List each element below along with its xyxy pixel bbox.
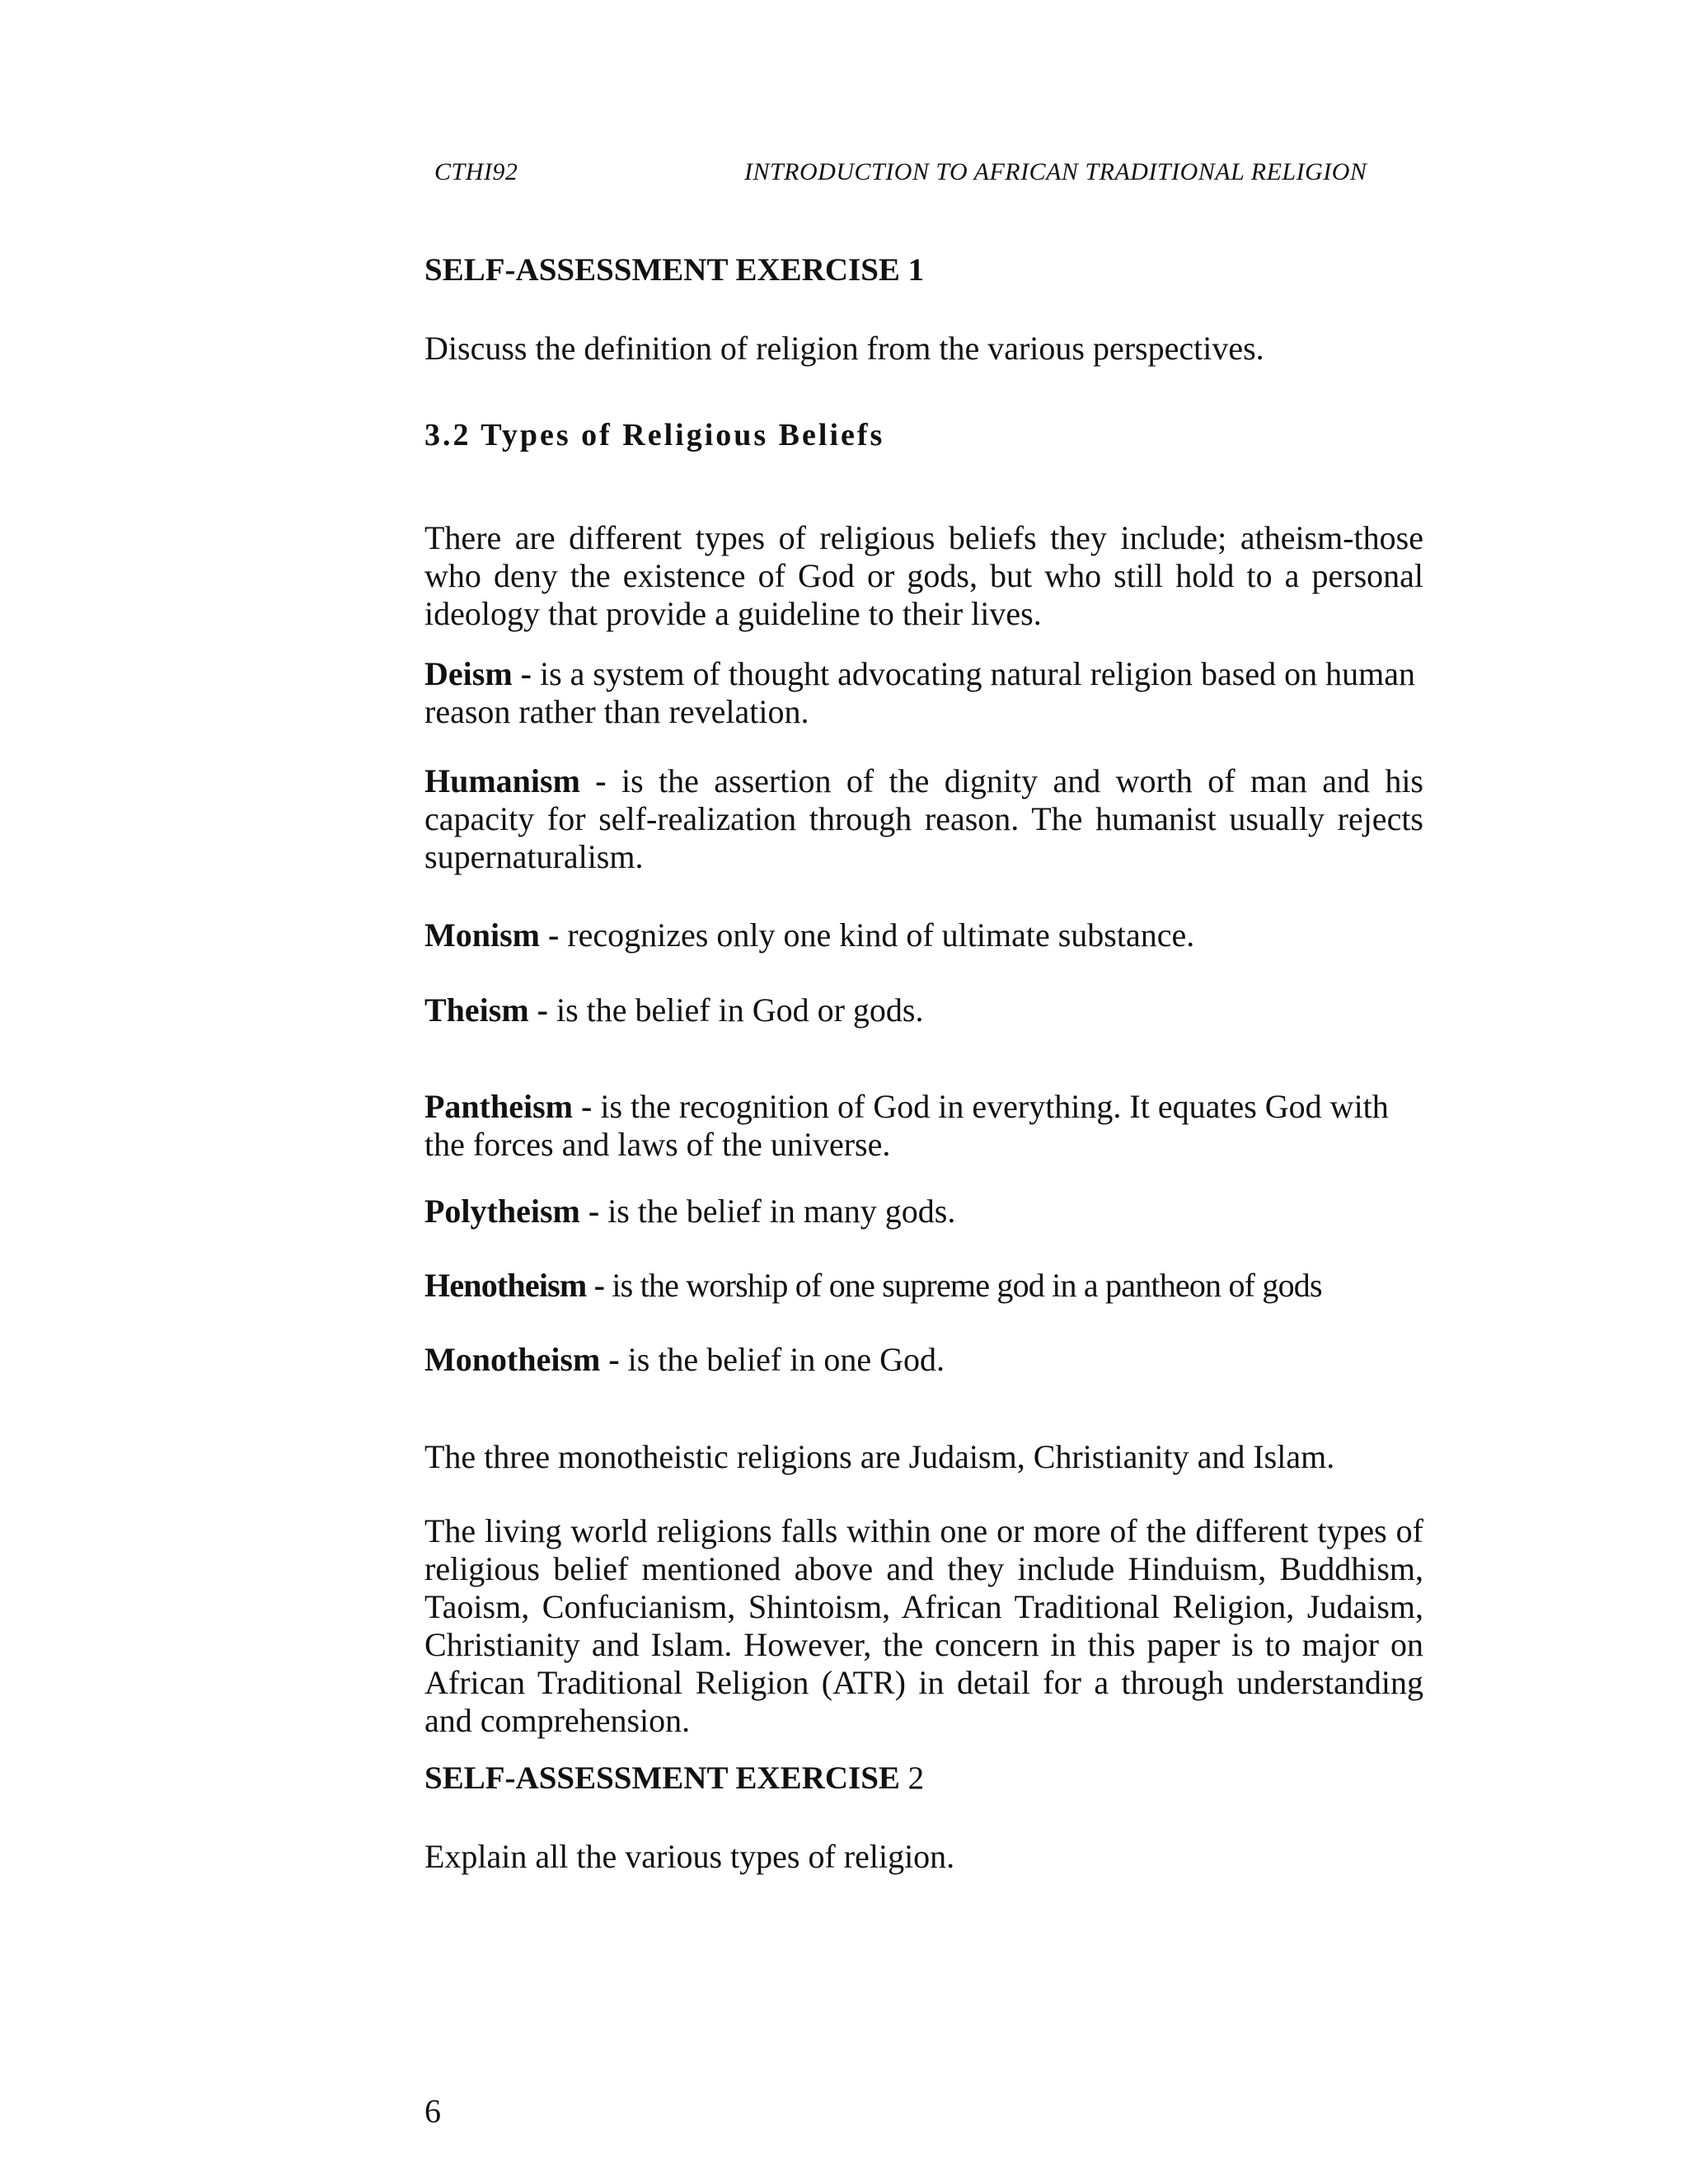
definition-text: is the recognition of God in everything. It equates God with the forces and laws of the universe. bbox=[424, 1088, 1389, 1163]
definition-text: is a system of thought advocating natural religion based on human reason rather than revelation. bbox=[424, 655, 1415, 730]
definition-text: is the belief in many gods. bbox=[599, 1193, 956, 1230]
definition-term: Henotheism - bbox=[424, 1267, 605, 1304]
exercise-2-number: 2 bbox=[899, 1760, 925, 1796]
definition-term: Polytheism - bbox=[424, 1193, 600, 1230]
running-head-course-code: CTHI92 bbox=[434, 158, 518, 185]
definition-term: Theism - bbox=[424, 991, 548, 1029]
definition-text: is the belief in God or gods. bbox=[548, 991, 924, 1029]
definition-term: Pantheism - bbox=[424, 1088, 593, 1125]
running-head-course-title: INTRODUCTION TO AFRICAN TRADITIONAL RELIGION bbox=[744, 158, 1367, 185]
definition-text: is the belief in one God. bbox=[619, 1341, 945, 1378]
definition-text: is the assertion of the dignity and worth of man and his capacity for self-realization through reason. The humanist usually rejects supernaturalism. bbox=[424, 762, 1423, 875]
definition-monotheism bbox=[424, 1341, 1423, 1379]
definition-term: Humanism - bbox=[424, 762, 607, 799]
definition-polytheism bbox=[424, 1193, 1423, 1230]
definition-humanism bbox=[424, 762, 1423, 876]
exercise-1-question: Discuss the definition of religion from the various perspectives. bbox=[424, 330, 1264, 367]
exercise-2-title: SELF-ASSESSMENT EXERCISE bbox=[424, 1760, 900, 1796]
living-religions-paragraph: The living world religions falls within one or more of the different types of religious belief mentioned above and they include Hinduism, Buddhism, Taoism, Confucianism, Shintoism, African Traditional Religion, Judaism, Christianity and Islam. However, the concern in this paper is to major on African Traditional Religion (ATR) in detail for a through understanding and comprehension. bbox=[424, 1512, 1423, 1739]
definition-henotheism bbox=[424, 1267, 1423, 1305]
definition-pantheism bbox=[424, 1088, 1423, 1164]
exercise-1-heading: SELF-ASSESSMENT EXERCISE 1 bbox=[424, 252, 925, 288]
definition-text: is the worship of one supreme god in a pantheon of gods bbox=[604, 1267, 1322, 1304]
definition-term: Deism - bbox=[424, 655, 532, 692]
definition-term: Monotheism - bbox=[424, 1341, 620, 1378]
exercise-2-question: Explain all the various types of religion. bbox=[424, 1838, 955, 1875]
page-number: 6 bbox=[424, 2093, 441, 2130]
definition-theism bbox=[424, 991, 1423, 1029]
definition-deism bbox=[424, 655, 1423, 731]
exercise-2-heading bbox=[424, 1760, 1423, 1797]
definition-term: Monism - bbox=[424, 916, 560, 954]
monotheistic-religions-paragraph: The three monotheistic religions are Judaism, Christianity and Islam. bbox=[424, 1438, 1335, 1475]
section-intro-paragraph: There are different types of religious beliefs they include; atheism-those who deny the existence of God or gods, but who still hold to a personal ideology that provide a guideline to their lives. bbox=[424, 519, 1423, 632]
definition-text: recognizes only one kind of ultimate substance. bbox=[559, 916, 1195, 954]
definition-monism bbox=[424, 916, 1423, 954]
section-heading: 3.2 Types of Religious Beliefs bbox=[424, 418, 885, 452]
